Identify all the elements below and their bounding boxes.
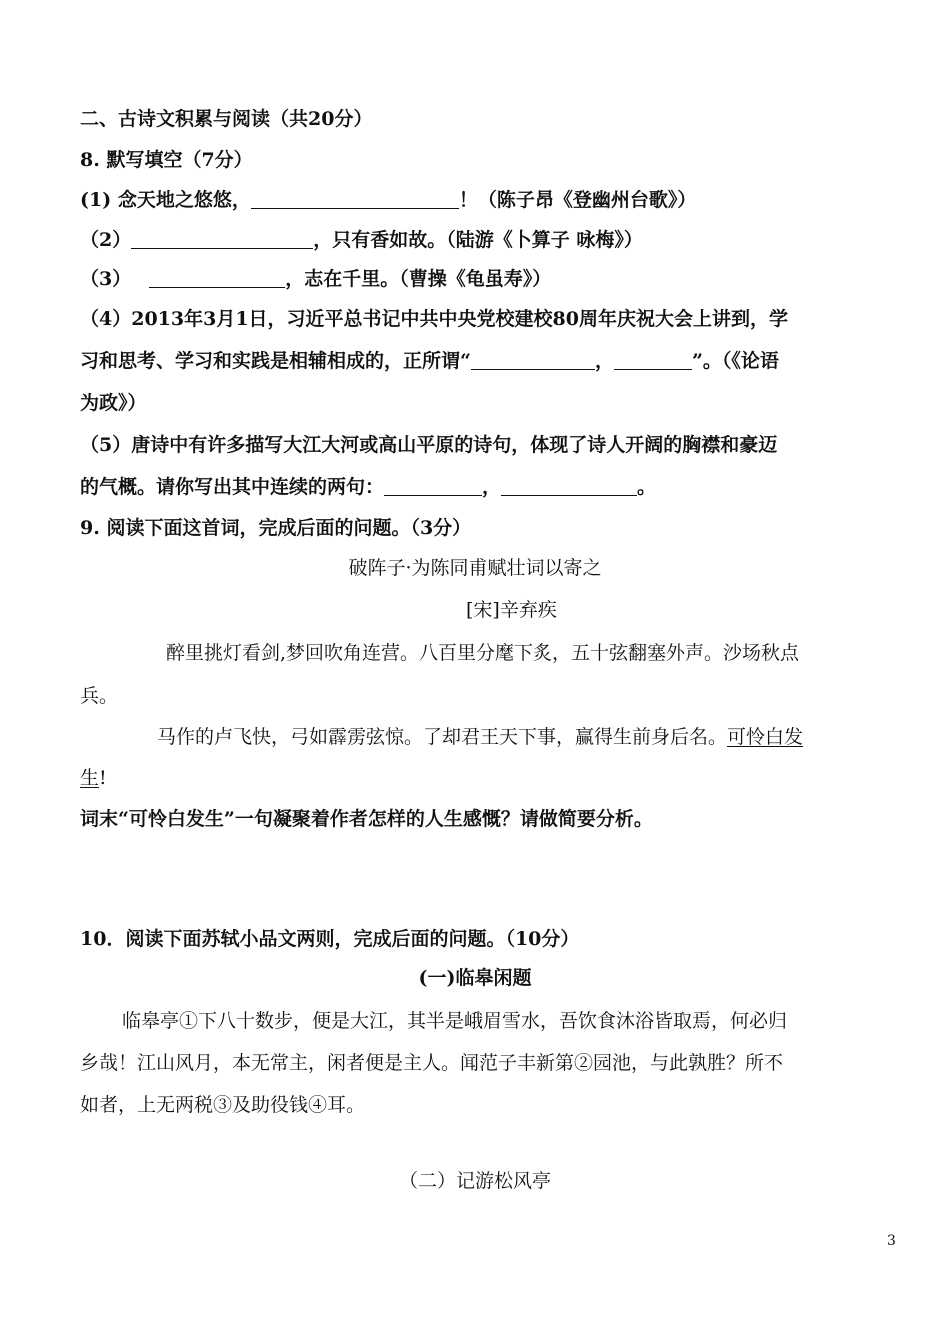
item-1-suffix: ！（陈子昂《登幽州台歌》） — [458, 189, 697, 211]
question-8-item-4-line-3: 为政》） — [80, 392, 147, 414]
question-10-title: 10．阅读下面苏轼小品文两则，完成后面的问题。（10分） — [80, 928, 580, 950]
item-4-comma: ， — [594, 350, 614, 372]
poem-underlined-phrase-end: 生 — [80, 767, 100, 789]
question-8-item-4-line-2 — [80, 348, 779, 374]
question-8-item-3 — [80, 266, 551, 292]
passage-1-line-3: 如者，上无两税③及助役钱④耳。 — [80, 1094, 366, 1116]
poem-stanza-1-line-1: 醉里挑灯看剑,梦回吹角连营。八百里分麾下炙，五十弦翻塞外声。沙场秋点 — [166, 642, 800, 664]
question-8-item-4-line-1: （4）2013年3月1日，习近平总书记中共中央党校建校80周年庆祝大会上讲到，学 — [80, 308, 788, 330]
answer-blank — [471, 350, 595, 370]
question-8-item-5-line-1: （5）唐诗中有许多描写大江大河或高山平原的诗句，体现了诗人开阔的胸襟和豪迈 — [80, 434, 778, 456]
poem-stanza-2-line-2 — [80, 765, 107, 791]
question-8-item-2 — [80, 227, 643, 253]
question-8-item-1 — [80, 187, 696, 213]
item-3-prefix: （3） — [80, 268, 132, 290]
poem-underlined-phrase: 可怜白发 — [727, 726, 804, 748]
poem-stanza-1-line-2: 兵。 — [80, 685, 119, 707]
answer-blank — [614, 350, 692, 370]
section-heading: 二、古诗文积累与阅读（共20分） — [80, 108, 373, 130]
question-8-title: 8. 默写填空（7分） — [80, 149, 253, 171]
passage-2-title: （二）记游松风亭 — [398, 1170, 551, 1192]
item-1-prefix: (1) 念天地之悠悠， — [80, 189, 251, 211]
question-9-prompt: 词末“可怜白发生”一句凝聚着作者怎样的人生感慨？请做简要分析。 — [80, 808, 653, 830]
item-5-prefix: 的气概。请你写出其中连续的两句： — [80, 476, 385, 498]
poem-stanza-2-line-1 — [157, 724, 803, 750]
item-5-comma: ， — [482, 476, 502, 498]
item-2-suffix: ，只有香如故。（陆游《卜算子 咏梅》） — [313, 229, 643, 251]
item-5-suffix: 。 — [637, 476, 657, 498]
question-8-item-5-line-2 — [80, 474, 656, 500]
item-3-suffix: ，志在千里。（曹操《龟虽寿》） — [285, 268, 552, 290]
page-number: 3 — [887, 1233, 896, 1249]
answer-blank — [384, 476, 482, 496]
answer-blank — [251, 189, 459, 209]
item-2-prefix: （2） — [80, 229, 132, 251]
item-4-suffix: ”。（《论语 — [691, 350, 779, 372]
question-9-title: 9. 阅读下面这首词，完成后面的问题。（3分） — [80, 517, 472, 539]
answer-blank — [501, 476, 637, 496]
passage-1-line-1: 临皋亭①下八十数步，便是大江，其半是峨眉雪水，吾饮食沐浴皆取焉，何必归 — [122, 1010, 788, 1032]
answer-blank — [149, 268, 285, 288]
poem-ending-punctuation: ! — [99, 767, 107, 789]
poem-author: [宋]辛弃疾 — [466, 599, 557, 621]
passage-1-title: (一)临皋闲题 — [418, 967, 532, 989]
item-4-prefix: 习和思考、学习和实践是相辅相成的，正所谓“ — [80, 350, 471, 372]
poem-stanza-2-text: 马作的卢飞快，弓如霹雳弦惊。了却君王天下事，赢得生前身后名。 — [157, 726, 728, 748]
answer-blank — [131, 229, 313, 249]
poem-title: 破阵子·为陈同甫赋壮词以寄之 — [348, 557, 602, 579]
passage-1-line-2: 乡哉！江山风月，本无常主，闲者便是主人。闻范子丰新第②园池，与此孰胜？所不 — [80, 1052, 784, 1074]
